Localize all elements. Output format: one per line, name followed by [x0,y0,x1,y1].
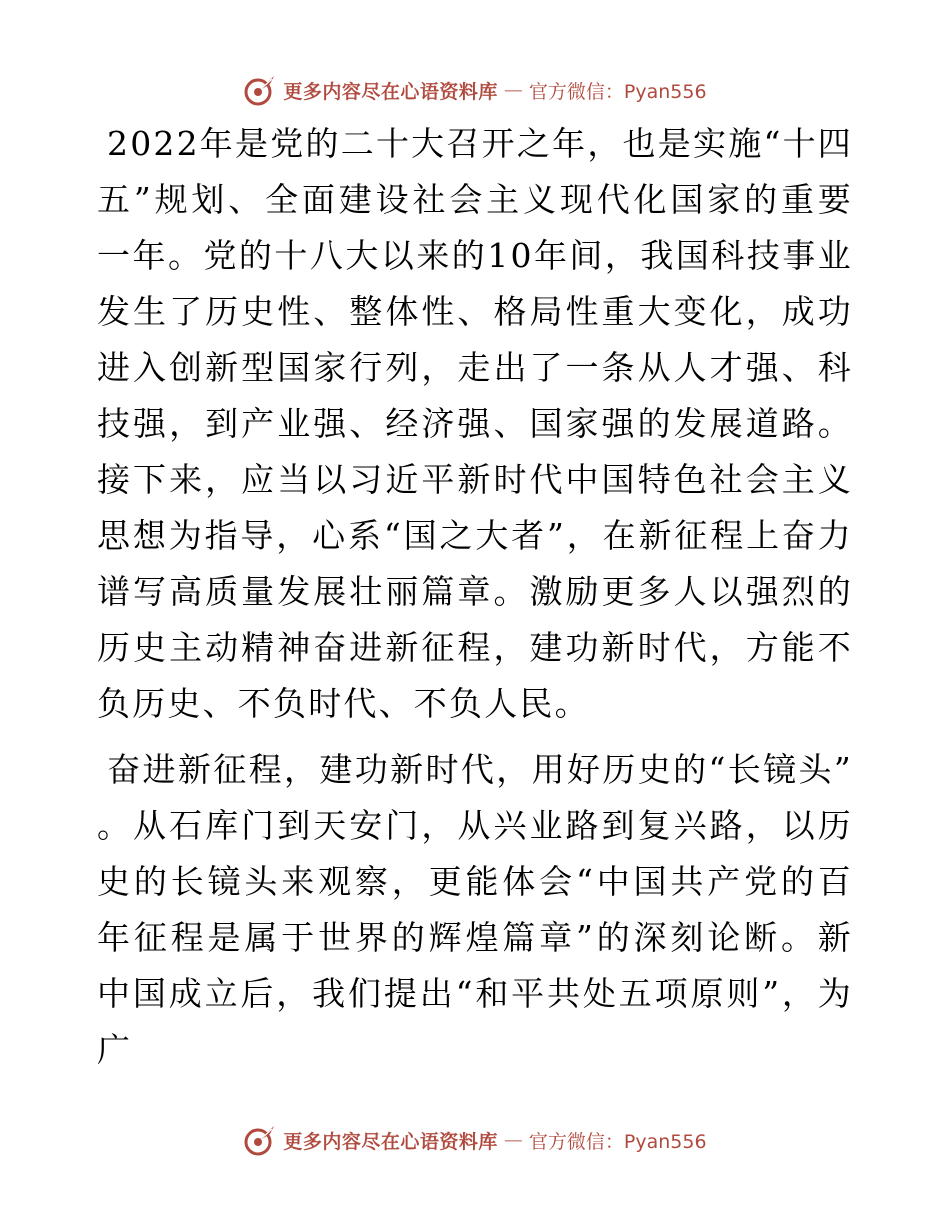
footer-watermark-banner [0,1120,950,1160]
footer-banner-dash: — [503,1129,523,1151]
header-watermark-banner [0,70,950,110]
header-banner-dash: — [503,79,523,101]
footer-banner-wechat: 官方微信：Pyan556 [528,1130,707,1153]
document-body [97,116,853,1078]
quill-logo-icon [243,1123,277,1157]
quill-logo-icon [243,73,277,107]
paragraph-1 [97,116,853,732]
paragraph-2-text: 奋进新征程，建功新时代，用好历史的“长镜头”。从石库门到天安门，从兴业路到复兴路，以历史的长镜头来观察，更能体会“中国共产党的百年征程是属于世界的辉煌篇章”的深刻论断。新中国成立后，我们提出“和平共处五项原则”，为广 [97,750,853,1069]
paragraph-1-text: 2022年是党的二十大召开之年，也是实施“十四五”规划、全面建设社会主义现代化国家的重要一年。党的十八大以来的10年间，我国科技事业发生了历史性、整体性、格局性重大变化，成功进入创新型国家行列，走出了一条从人才强、科技强，到产业强、经济强、国家强的发展道路。接下来，应当以习近平新时代中国特色社会主义思想为指导，心系“国之大者”，在新征程上奋力谱写高质量发展壮丽篇章。激励更多人以强烈的历史主动精神奋进新征程，建功新时代，方能不负历史、不负时代、不负人民。 [97,124,853,723]
header-banner-wechat: 官方微信：Pyan556 [528,80,707,103]
header-banner-text: 更多内容尽在心语资料库 [283,80,498,103]
paragraph-2 [97,742,853,1078]
footer-banner-text: 更多内容尽在心语资料库 [283,1130,498,1153]
